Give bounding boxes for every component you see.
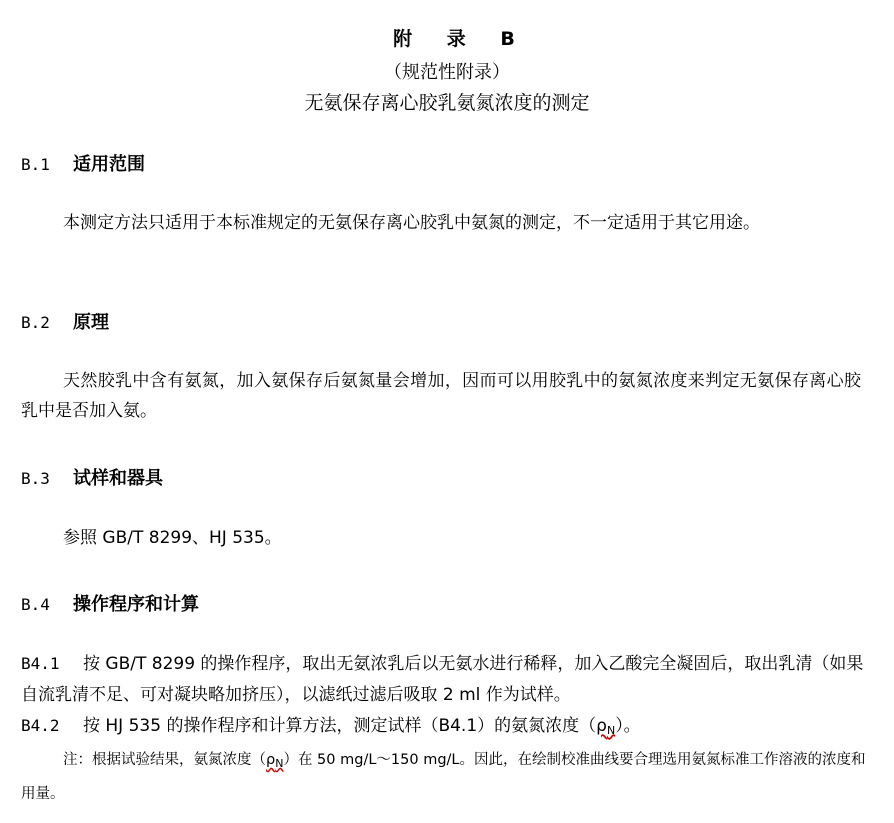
appendix-type: （规范性附录） — [384, 62, 510, 83]
note-paragraph — [21, 745, 866, 809]
section-heading-b4 — [21, 590, 199, 616]
section-heading-b1 — [21, 150, 145, 176]
item-number: B4.1 — [21, 654, 60, 673]
section-paragraph-b3: 参照 GB/T 8299、HJ 535。 — [63, 528, 282, 548]
section-title: 原理 — [73, 312, 109, 333]
section-title: 试样和器具 — [73, 468, 163, 489]
note-text-after: ）在 50 mg/L～150 mg/L。因此，在绘制校准曲线要合理选用氨氮标准工作溶液的浓度和用量。 — [21, 752, 866, 802]
item-text: 按 GB/T 8299 的操作程序，取出无氨浓乳后以无氨水进行稀释，加入乙酸完全凝固后，取出乳清（如果自流乳清不足、可对凝块略加挤压），以滤纸过滤后吸取 2 ml 作为试样。 — [21, 654, 864, 705]
rho-subscript: N — [275, 757, 284, 770]
procedure-item-b4-2 — [21, 710, 866, 746]
section-title: 适用范围 — [73, 154, 145, 175]
procedure-item-b4-1 — [21, 648, 866, 711]
item-text-before: 按 HJ 535 的操作程序和计算方法，测定试样（B4.1）的氨氮浓度（ — [83, 716, 597, 736]
section-number: B.3 — [21, 469, 50, 488]
rho-subscript: N — [606, 724, 616, 737]
section-title: 操作程序和计算 — [73, 594, 199, 615]
rho-symbol: $\rho_N$ — [596, 716, 616, 737]
appendix-title: 无氨保存离心胶乳氨氮浓度的测定 — [304, 92, 590, 114]
section-heading-b3 — [21, 464, 163, 490]
rho-symbol: $\rho_N$ — [266, 752, 284, 770]
appendix-label: 附 录 B — [393, 28, 529, 50]
section-paragraph-b1: 本测定方法只适用于本标准规定的无氨保存离心胶乳中氨氮的测定，不一定适用于其它用途。 — [63, 213, 760, 233]
section-paragraph-b2: 天然胶乳中含有氨氮，加入氨保存后氨氮量会增加，因而可以用胶乳中的氨氮浓度来判定无氨保存离心胶乳中是否加入氨。 — [21, 371, 861, 421]
item-text-after: ）。 — [615, 716, 641, 736]
item-number: B4.2 — [21, 716, 60, 735]
section-number: B.2 — [21, 313, 50, 332]
section-number: B.1 — [21, 155, 50, 174]
section-heading-b2 — [21, 308, 109, 334]
section-number: B.4 — [21, 595, 50, 614]
note-text-before: 注：根据试验结果，氨氮浓度（ — [63, 752, 266, 768]
